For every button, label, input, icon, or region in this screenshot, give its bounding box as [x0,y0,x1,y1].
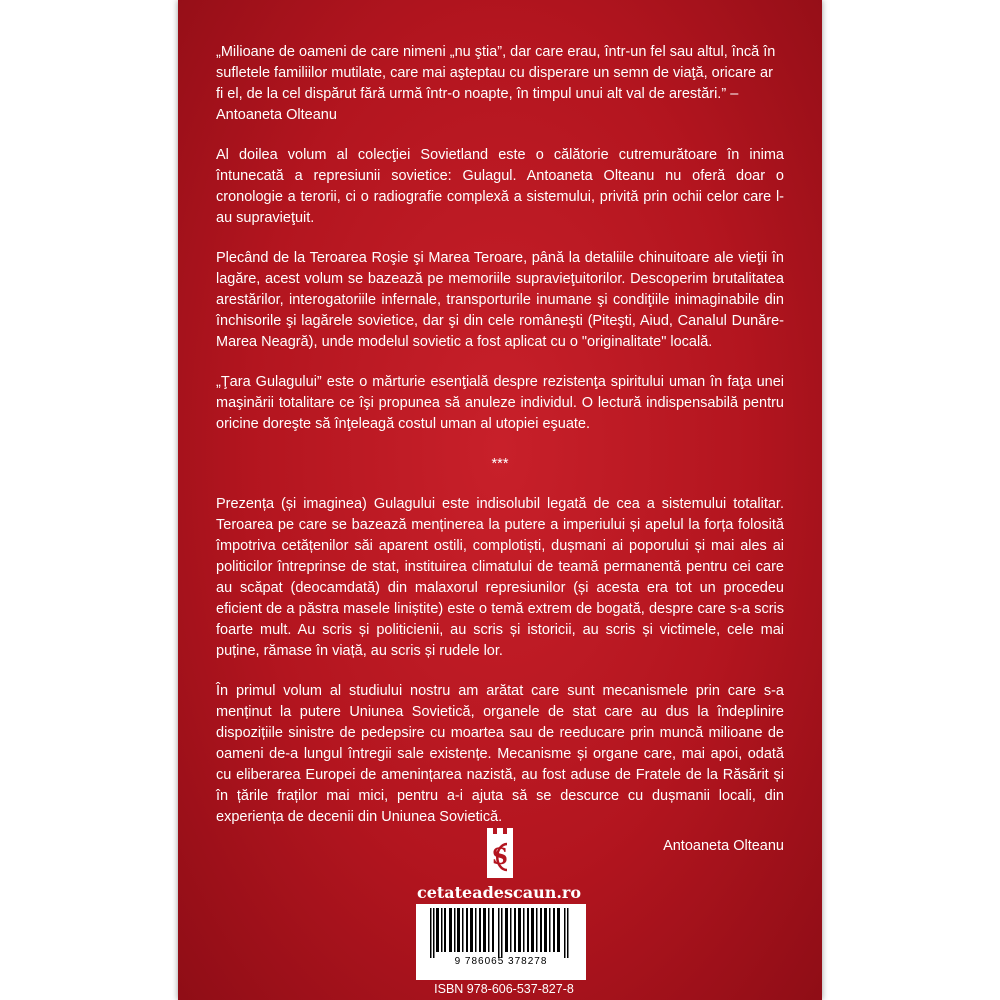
barcode-bars [424,908,578,958]
paragraph-5: În primul volum al studiului nostru am arătat care sunt mecanismele prin care s-a menținut la putere Uniunea Sovietică, organele de stat care au dus la îndeplinire dispozițiile sinistre de pedepsire cu moartea sau de reeducare prin muncă milioane de oameni de-a lungul întregii sale existențe. Mecanisme și organe care, mai apoi, odată cu eliberarea Europei de amenințarea nazistă, au fost aduse de Fratele de la Răsărit și în țările fraților mai mici, pentru a-i ajuta să se descurce cu dușmanii locali, din experiența de decenii din Uniunea Sovietică. [216,683,784,825]
blurb-text [216,42,784,876]
svg-text:S: S [492,844,508,870]
paragraph-1: Al doilea volum al colecţiei Sovietland este o călătorie cutremurătoare în inima întunecată a represiunii sovietice: Gulagul. Antoaneta Olteanu nu oferă doar o cronologie a terorii, ci o radiografie complexă a sistemului, privită prin ochii celor care l-au supravieţuit. [216,147,784,226]
publisher-site: cetateadescaun.ro [416,883,582,902]
section-separator: *** [491,456,509,472]
isbn: ISBN 978-606-537-827-8 [434,982,574,996]
paragraph-3: „Ţara Gulagului” este o mărturie esenţială despre rezistenţa spiritului uman în faţa unei maşinării totalitare ce îşi propunea să anuleze individul. O lectură indispensabilă pentru oricine doreşte să înţeleagă costul uman al utopiei eşuate. [216,374,784,432]
back-cover [178,0,822,1000]
opening-quote: „Milioane de oameni de care nimeni „nu ştia”, dar care erau, într-un fel sau altul, încă în sufletele familiilor mutilate, care mai aşteptau cu disperare un semn de viaţă, oricare ar fi el, de la cel dispărut fără urmă într-o noapte, în timpul unui alt val de arestări.” – Antoaneta Olteanu [216,44,776,123]
paragraph-2: Plecând de la Teroarea Roşie şi Marea Teroare, până la detaliile chinuitoare ale vieţii în lagăre, acest volum se bazează pe memoriile supravieţuitorilor. Descoperim brutalitatea arestărilor, interogatoriile infernale, transporturile inumane şi condiţiile inimaginabile din închisorile şi lagărele sovietice, dar şi din cele româneşti (Piteşti, Aiud, Canalul Dunăre-Marea Neagră), unde modelul sovietic a fost aplicat cu o "originalitate" locală. [216,250,784,350]
paragraph-4: Prezența (și imaginea) Gulagului este indisolubil legată de cea a sistemului totalitar. Teroarea pe care se bazează menținerea la putere a imperiului și apelul la forța folosită împotriva cetățenilor săi aparent ostili, complotiști, dușmani ai poporului și mai ales ai politicilor întreprinse de stat, instituirea climatului de teamă permanentă pentru cei care au scăpat (deocamdată) din malaxorul represiunilor (și acesta era tot un procedeu eficient de a păstra masele liniștite) este o temă extrem de bogată, despre care s-a scris foarte mult. Au scris și politicienii, au scris și istoricii, au scris și victimele, cele mai puține, rămase în viață, au scris și rudele lor. [216,496,784,659]
author-signature: Antoaneta Olteanu [663,838,784,854]
barcode [416,904,586,980]
barcode-number: 9 786065 378278 [454,956,548,967]
castle-tower-cs-logo [486,828,514,878]
